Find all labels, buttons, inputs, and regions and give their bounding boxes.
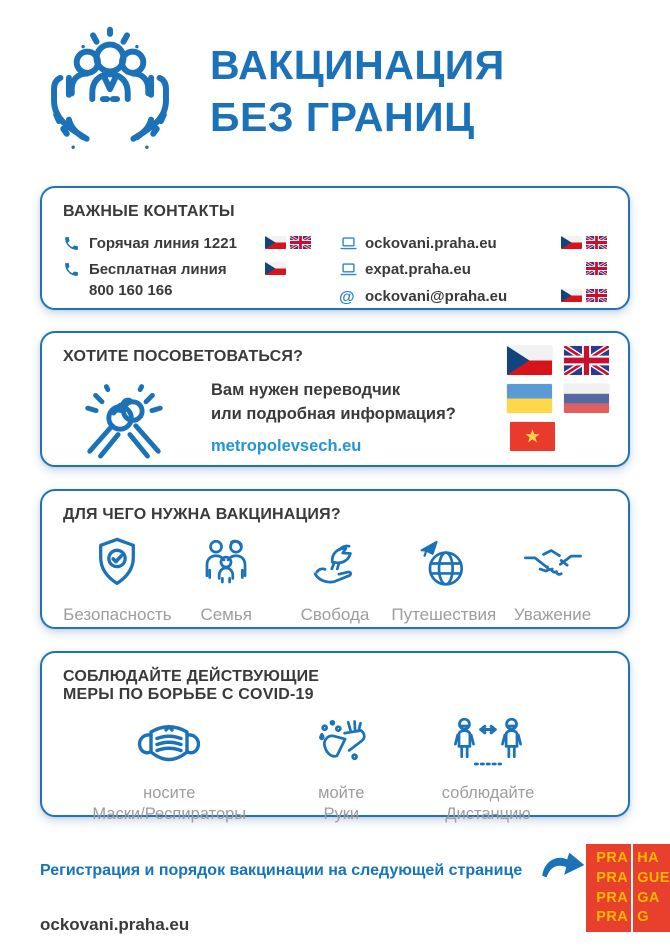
flag-uk-icon — [290, 236, 311, 249]
important-contacts-card — [40, 186, 630, 310]
reason-family — [172, 534, 281, 625]
reason-travel — [389, 534, 498, 625]
measure-label-line1: мойте — [318, 784, 365, 802]
reason-label: Свобода — [300, 605, 370, 624]
measure-masks — [63, 714, 276, 826]
email-flags — [561, 287, 607, 302]
free-line-text: Бесплатная линия — [89, 261, 227, 279]
website-flags — [561, 234, 607, 249]
flag-uk-icon — [564, 346, 609, 375]
flag-czech-icon — [561, 236, 582, 249]
face-mask-icon — [132, 714, 206, 774]
next-page-note: Регистрация и порядок вакцинации на следующей странице — [40, 861, 523, 879]
expat-website-flags — [561, 260, 607, 275]
prague-logo-right-column — [633, 844, 670, 932]
reason-label: Уважение — [513, 605, 592, 624]
measures-row — [63, 714, 607, 826]
measure-distance — [407, 714, 569, 826]
expat-website-row — [339, 260, 607, 280]
measure-label-line2: Маски/Респираторы — [92, 805, 247, 824]
measure-wash-hands — [276, 714, 408, 826]
phone-icon — [63, 234, 89, 252]
reason-respect — [498, 534, 607, 625]
measure-label-line1: соблюдайте — [441, 784, 535, 802]
logo-cell: PRA — [596, 889, 629, 906]
flag-czech-icon — [507, 346, 552, 375]
handshake-icon — [522, 534, 584, 597]
reason-label: Безопасность — [63, 605, 172, 624]
advice-text — [211, 379, 456, 457]
footer-note-row — [40, 850, 586, 891]
social-distance-icon — [449, 714, 527, 774]
footer-website-link[interactable]: ockovani.praha.eu — [40, 915, 190, 934]
flag-vietnam-icon — [510, 422, 555, 451]
at-icon: @ — [339, 288, 355, 306]
measure-label — [92, 783, 246, 826]
flag-czech-icon — [265, 262, 286, 275]
free-line-label — [89, 260, 265, 301]
phone-icon — [63, 260, 89, 278]
reason-label: Путешествия — [391, 605, 497, 624]
footer — [40, 844, 670, 935]
advice-question-line1: Вам нужен переводчик — [211, 380, 401, 399]
footer-left — [40, 844, 586, 935]
hotline-flags — [265, 234, 311, 249]
community-in-hands-icon — [42, 22, 178, 162]
contacts-heading: ВАЖНЫЕ КОНТАКТЫ — [63, 203, 235, 220]
free-line-flags — [265, 260, 286, 275]
logo-cell: PRA — [596, 869, 629, 886]
email-row — [339, 287, 607, 307]
shield-check-icon — [88, 534, 146, 597]
hotline-label: Горячая линия 1221 — [89, 235, 237, 252]
prague-logo-left-column — [586, 844, 633, 932]
advice-heading: ХОТИТЕ ПОСОВЕТОВАТЬСЯ? — [63, 348, 304, 365]
website-row — [339, 234, 607, 254]
measures-heading-line2: МЕРЫ ПО БОРЬБЕ С COVID-19 — [63, 686, 314, 703]
measures-heading-line1: СОБЛЮДАЙТЕ ДЕЙСТВУЮЩИЕ — [63, 668, 320, 685]
measures-heading — [63, 668, 607, 704]
logo-cell: GUE — [637, 869, 670, 886]
reason-label: Семья — [200, 605, 252, 624]
covid-measures-card — [40, 651, 630, 824]
reason-safety — [63, 534, 172, 625]
flag-ukraine-icon — [507, 384, 552, 413]
measure-label — [318, 783, 364, 826]
page-title — [210, 40, 505, 143]
clasped-hands-icon — [77, 368, 171, 467]
flag-uk-icon — [586, 236, 607, 249]
contacts-body — [63, 234, 607, 313]
email-link[interactable]: ockovani@praha.eu — [365, 287, 508, 305]
globe-plane-icon — [415, 534, 473, 597]
advice-card — [40, 331, 630, 467]
contacts-phone-column — [63, 234, 339, 313]
dove-in-hand-icon — [306, 534, 364, 597]
free-line-number: 800 160 166 — [89, 281, 173, 299]
measure-label-line2: Дистанцию — [445, 805, 531, 824]
curved-arrow-right-icon — [538, 850, 586, 891]
measure-label-line2: Руки — [323, 805, 360, 824]
laptop-icon — [339, 234, 365, 252]
flag-uk-icon — [586, 289, 607, 302]
header — [0, 0, 670, 162]
page-title-line2: БЕЗ ГРАНИЦ — [210, 94, 475, 140]
measure-label-line1: носите — [143, 784, 196, 802]
flag-uk-icon — [586, 262, 607, 275]
hotline-row — [63, 234, 339, 254]
prague-city-logo — [586, 844, 670, 932]
logo-cell: PRA — [596, 850, 629, 866]
advice-question-line2: или подробная информация? — [211, 404, 456, 423]
measure-label — [442, 783, 535, 826]
family-icon — [197, 534, 255, 597]
logo-cell: GA — [637, 889, 660, 906]
flag-russia-icon — [564, 384, 609, 413]
expat-website-link[interactable]: expat.praha.eu — [365, 261, 471, 279]
laptop-icon — [339, 260, 365, 278]
language-flags — [507, 346, 609, 451]
flag-czech-icon — [561, 289, 582, 302]
page-title-line1: ВАКЦИНАЦИЯ — [210, 42, 505, 89]
website-link[interactable]: ockovani.praha.eu — [365, 235, 497, 252]
washing-hands-icon — [312, 714, 370, 774]
free-line-row — [63, 260, 339, 301]
contacts-web-column — [339, 234, 607, 313]
metropolevsech-link[interactable]: metropolevsech.eu — [211, 437, 362, 456]
advice-question — [211, 379, 456, 427]
flag-czech-icon — [265, 236, 286, 249]
logo-cell: HA — [637, 850, 659, 866]
reasons-row — [63, 534, 607, 625]
reason-freedom — [281, 534, 390, 625]
reasons-heading: ДЛЯ ЧЕГО НУЖНА ВАКЦИНАЦИЯ? — [63, 506, 341, 523]
logo-cell: G — [637, 909, 649, 926]
vaccination-reasons-card — [40, 489, 630, 629]
logo-cell: PRA — [596, 909, 629, 926]
